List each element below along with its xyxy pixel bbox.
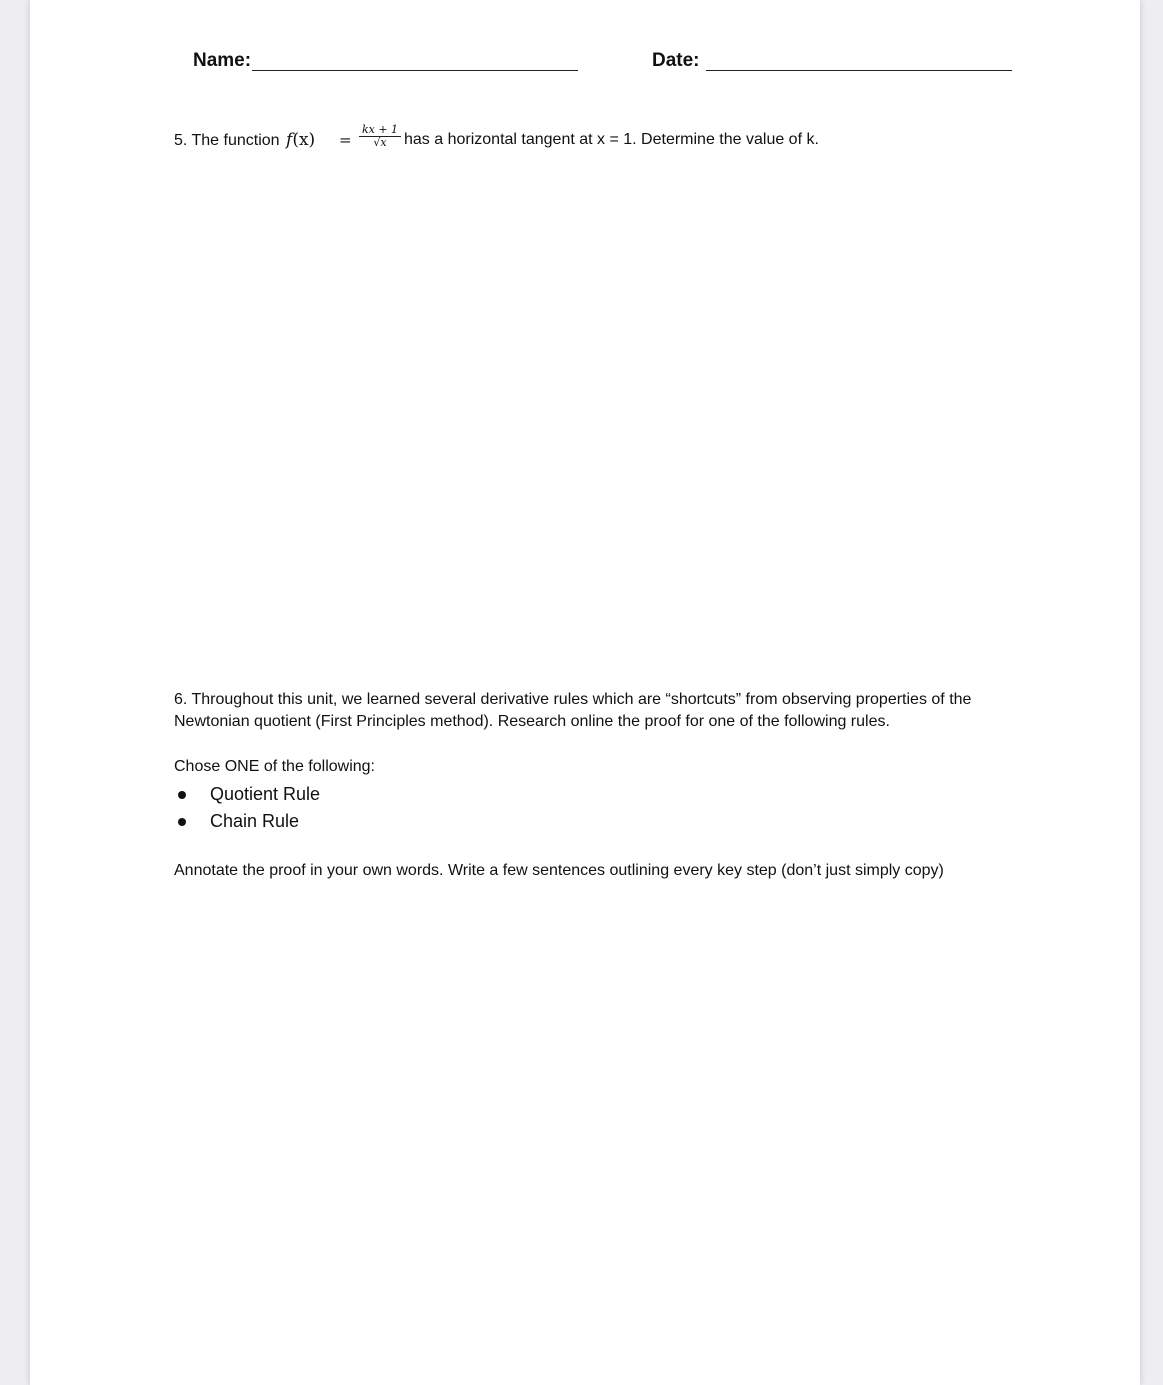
- function-argument: (x): [292, 130, 316, 150]
- date-blank-line: [706, 70, 1012, 71]
- function-name: f: [286, 130, 293, 150]
- bullet-icon: [178, 791, 186, 799]
- rule-options-list: [175, 781, 320, 835]
- annotate-instructions: Annotate the proof in your own words. Write a few sentences outlining every key step (don’t just simply copy): [174, 862, 944, 879]
- question-5: [174, 129, 315, 152]
- list-item: [175, 781, 320, 808]
- question-5-text: has a horizontal tangent at x = 1. Determine the value of k.: [404, 131, 819, 148]
- name-label: Name:: [193, 50, 252, 71]
- question-5-intro: The function: [191, 132, 280, 149]
- fraction-expression: [359, 124, 401, 149]
- bullet-icon: [178, 818, 186, 826]
- choose-prompt: Chose ONE of the following:: [174, 758, 375, 775]
- name-blank-line: [252, 70, 578, 71]
- question-6-line-2: Newtonian quotient (First Principles method). Research online the proof for one of the following rules.: [174, 713, 890, 730]
- option-quotient-rule: Quotient Rule: [210, 784, 321, 804]
- fraction-denominator: √x: [373, 136, 387, 149]
- option-chain-rule: Chain Rule: [210, 811, 300, 831]
- fraction-numerator: kx + 1: [361, 123, 399, 136]
- date-label: Date:: [652, 50, 700, 71]
- equals-sign: =: [339, 131, 352, 149]
- question-6-line-1: 6. Throughout this unit, we learned several derivative rules which are “shortcuts” from observing properties of the: [174, 691, 972, 708]
- question-5-number: 5.: [174, 132, 188, 149]
- list-item: [175, 808, 320, 835]
